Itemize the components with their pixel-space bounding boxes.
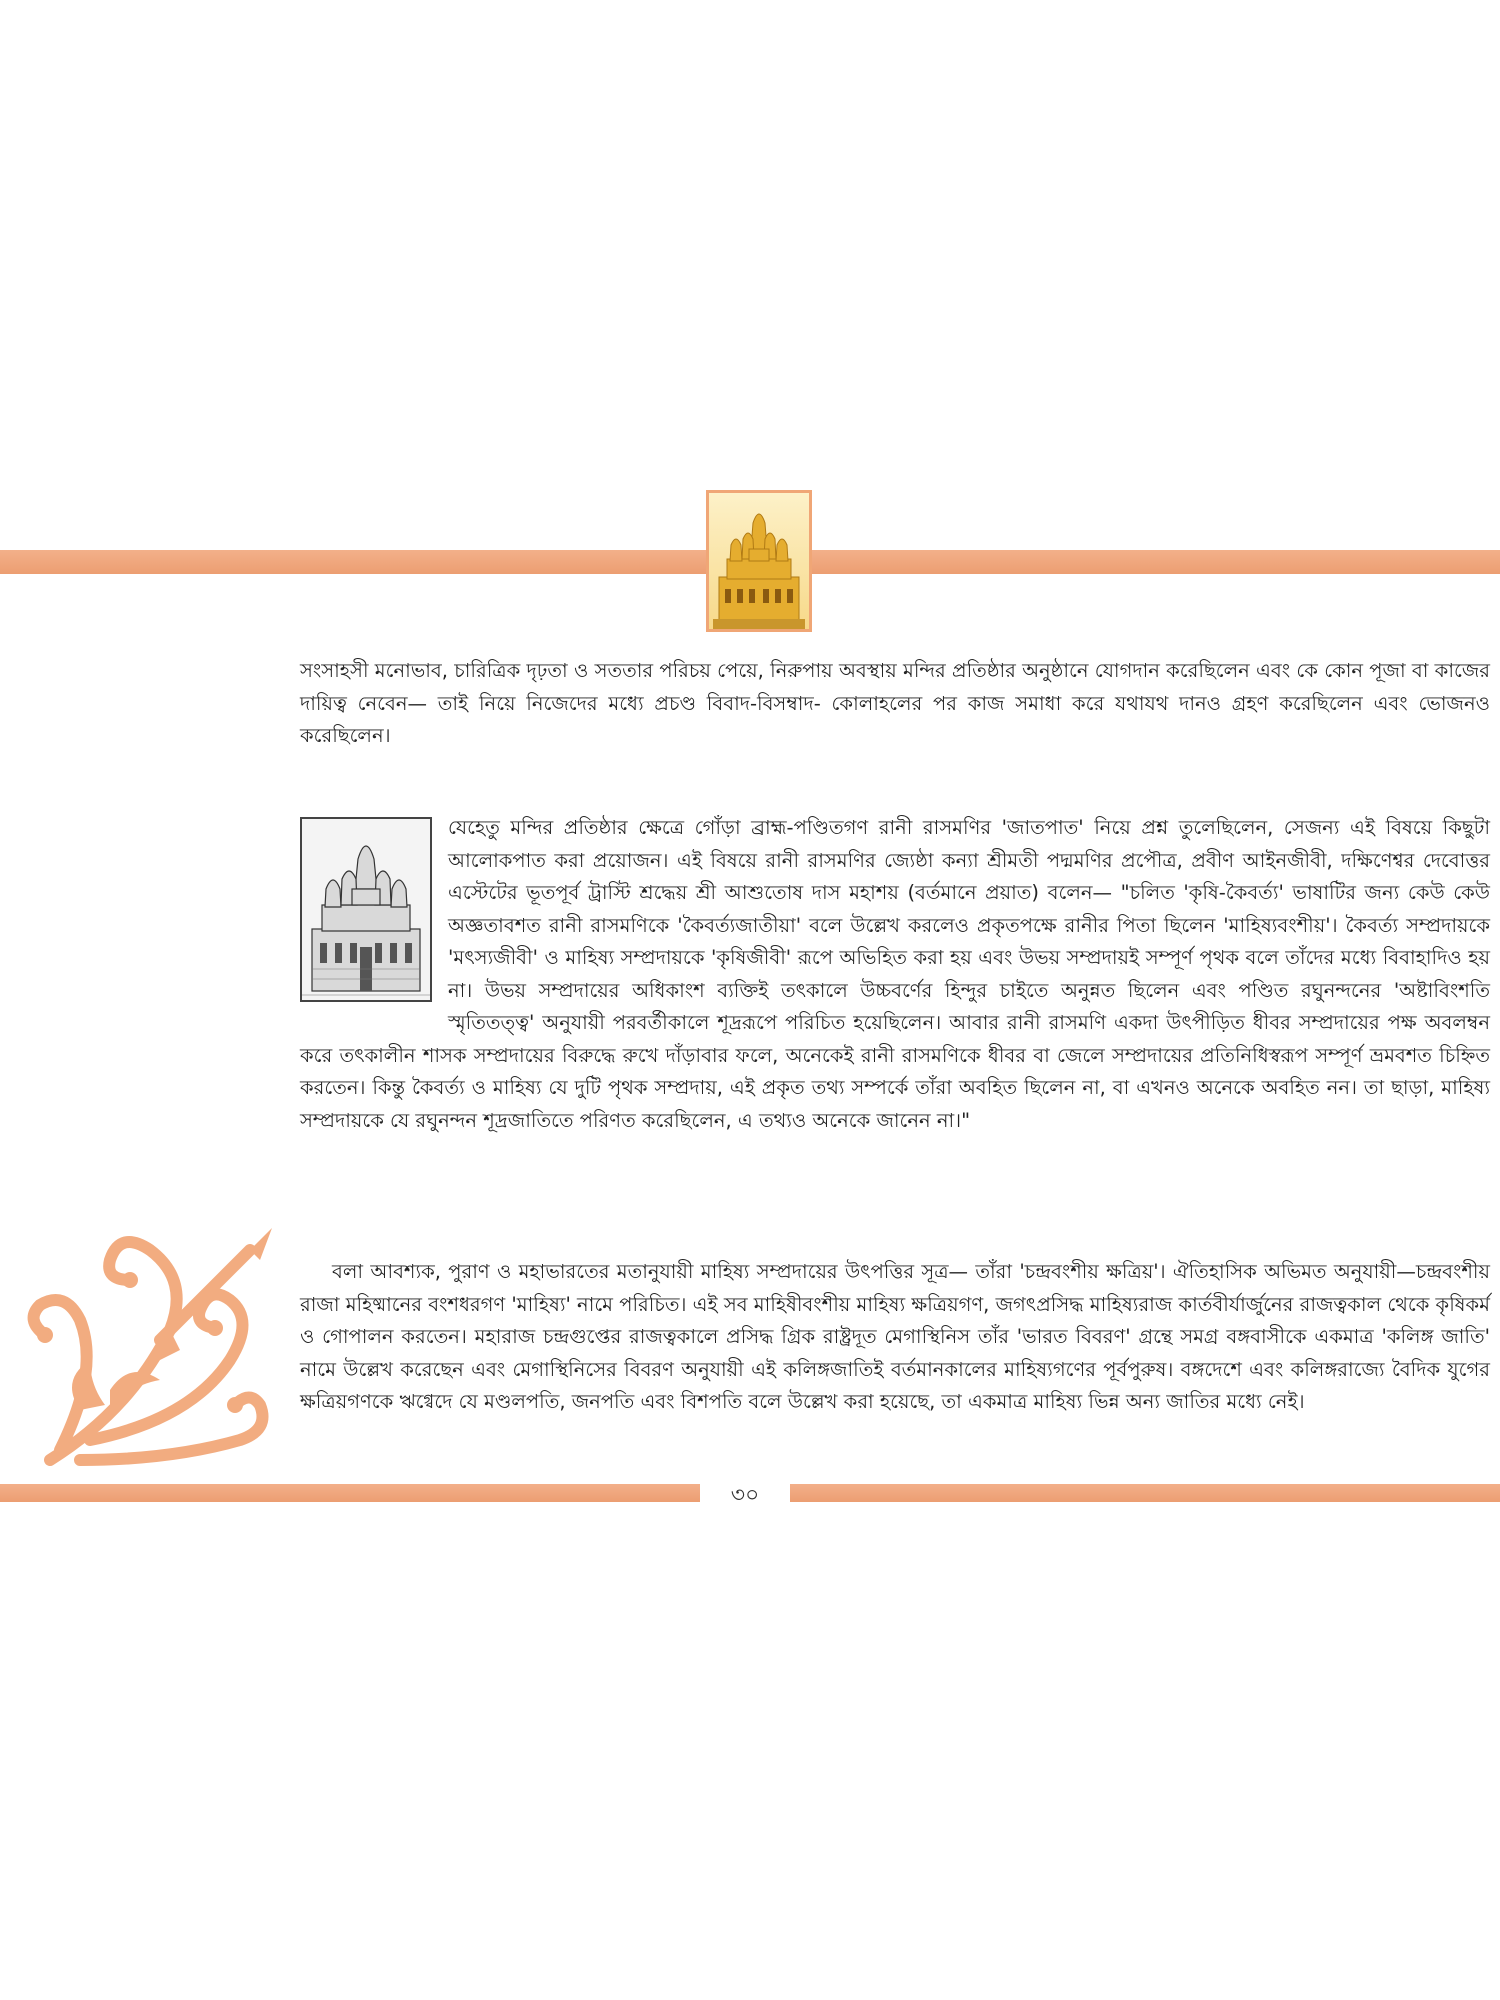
paragraph-2 [300, 812, 1490, 1137]
temple-badge-image [706, 490, 812, 632]
bottom-decorative-band-left [0, 1484, 700, 1502]
floral-flourish-icon [20, 1210, 280, 1480]
page-number: ৩০ [730, 1483, 760, 1508]
paragraph-2-text: যেহেতু মন্দির প্রতিষ্ঠার ক্ষেত্রে গোঁড়া ব্রাহ্ম-পণ্ডিতগণ রানী রাসমণির 'জাতপাত' নিয়ে প্রশ্ন তুলেছিলেন, সেজন্য এই বিষয়ে কিছুটা আলোকপাত করা প্রয়োজন। এই বিষয়ে রানী রাসমণির জ্যেষ্ঠা কন্যা শ্রীমতী পদ্মমণির প্রপৌত্র, প্রবীণ আইনজীবী, দক্ষিণেশ্বর দেবোত্তর এস্টেটের ভূতপূর্ব ট্রাস্টি শ্রদ্ধেয় শ্রী আশুতোষ দাস মহাশয় (বর্তমানে প্রয়াত) বলেন— "চলিত 'কৃষি-কৈবর্ত্য' ভাষাটির জন্য কেউ কেউ অজ্ঞতাবশত রানী রাসমণিকে 'কৈবর্ত্যজাতীয়া' বলে উল্লেখ করলেও প্রকৃতপক্ষে রানীর পিতা ছিলেন 'মাহিষ্যবংশীয়'। কৈবর্ত্য সম্প্রদায়কে 'মৎস্যজীবী' ও মাহিষ্য সম্প্রদায়কে 'কৃষিজীবী' রূপে অভিহিত করা হয় এবং উভয় সম্প্রদায়ই সম্পূর্ণ পৃথক বলে তাঁদের মধ্যে বিবাহাদিও হয় না। উভয় সম্প্রদায়ের অধিকাংশ ব্যক্তিই তৎকালে উচ্চবর্ণের হিন্দুর চাইতে অনুন্নত ছিলেন এবং পণ্ডিত রঘুনন্দনের 'অষ্টাবিংশতি স্মৃতিতত্ত্ব' অনুযায়ী পরবর্তীকালে শূদ্ররূপে পরিচিত হয়েছিলেন। আবার রানী রাসমণি একদা উৎপীড়িত ধীবর সম্প্রদায়ের পক্ষ অবলম্বন করে তৎকালীন শাসক সম্প্রদায়ের বিরুদ্ধে রুখে দাঁড়াবার ফলে, অনেকেই রানী রাসমণিকে ধীবর বা জেলে সম্প্রদায়ের প্রতিনিধিস্বরূপ সম্পূর্ণ ভ্রমবশত চিহ্নিত করতেন। কিন্তু কৈবর্ত্য ও মাহিষ্য যে দুটি পৃথক সম্প্রদায়, এই প্রকৃত তথ্য সম্পর্কে তাঁরা অবহিত ছিলেন না, বা এখনও অনেকে অবহিত নন। তা ছাড়া, মাহিষ্য সম্প্রদায়কে যে রঘুনন্দন শূদ্রজাতিতে পরিণত করেছিলেন, এ তথ্যও অনেকে জানেন না।" [300, 816, 1490, 1132]
temple-icon [709, 493, 809, 629]
image-wrap-spacer [300, 812, 448, 1008]
bottom-decorative-band-right [790, 1484, 1500, 1502]
paragraph-1: সংসাহসী মনোভাব, চারিত্রিক দৃঢ়তা ও সততার পরিচয় পেয়ে, নিরুপায় অবস্থায় মন্দির প্রতিষ্ঠার অনুষ্ঠানে যোগদান করেছিলেন এবং কে কোন পূজা বা কাজের দায়িত্ব নেবেন— তাই নিয়ে নিজেদের মধ্যে প্রচণ্ড বিবাদ-বিসম্বাদ- কোলাহলের পর কাজ সমাধা করে যথাযথ দানও গ্রহণ করেছিলেন এবং ভোজনও করেছিলেন। [300, 659, 1490, 747]
paragraph-3: বলা আবশ্যক, পুরাণ ও মহাভারতের মতানুযায়ী মাহিষ্য সম্প্রদায়ের উৎপত্তির সূত্র— তাঁরা 'চন্দ্রবংশীয় ক্ষত্রিয়'। ঐতিহাসিক অভিমত অনুযায়ী—চন্দ্রবংশীয় রাজা মহিষ্মানের বংশধরগণ 'মাহিষ্য' নামে পরিচিত। এই সব মাহিষীবংশীয় মাহিষ্য ক্ষত্রিয়গণ, জগৎপ্রসিদ্ধ মাহিষ্যরাজ কার্তবীর্যার্জুনের রাজত্বকাল থেকে কৃষিকর্ম ও গোপালন করতেন। মহারাজ চন্দ্রগুপ্তের রাজত্বকালে প্রসিদ্ধ গ্রিক রাষ্ট্রদূত মেগাস্থিনিস তাঁর 'ভারত বিবরণ' গ্রন্থে সমগ্র বঙ্গবাসীকে একমাত্র 'কলিঙ্গ জাতি' নামে উল্লেখ করেছেন এবং মেগাস্থিনিসের বিবরণ অনুযায়ী এই কলিঙ্গজাতিই বর্তমানকালের মাহিষ্যগণের পূর্বপুরুষ। বঙ্গদেশে এবং কলিঙ্গরাজ্যে বৈদিক যুগের ক্ষত্রিয়গণকে ঋগ্বেদে যে মণ্ডলপতি, জনপতি এবং বিশপতি বলে উল্লেখ করা হয়েছে, তা একমাত্র মাহিষ্য ভিন্ন অন্য জাতির মধ্যে নেই। [300, 1260, 1490, 1413]
